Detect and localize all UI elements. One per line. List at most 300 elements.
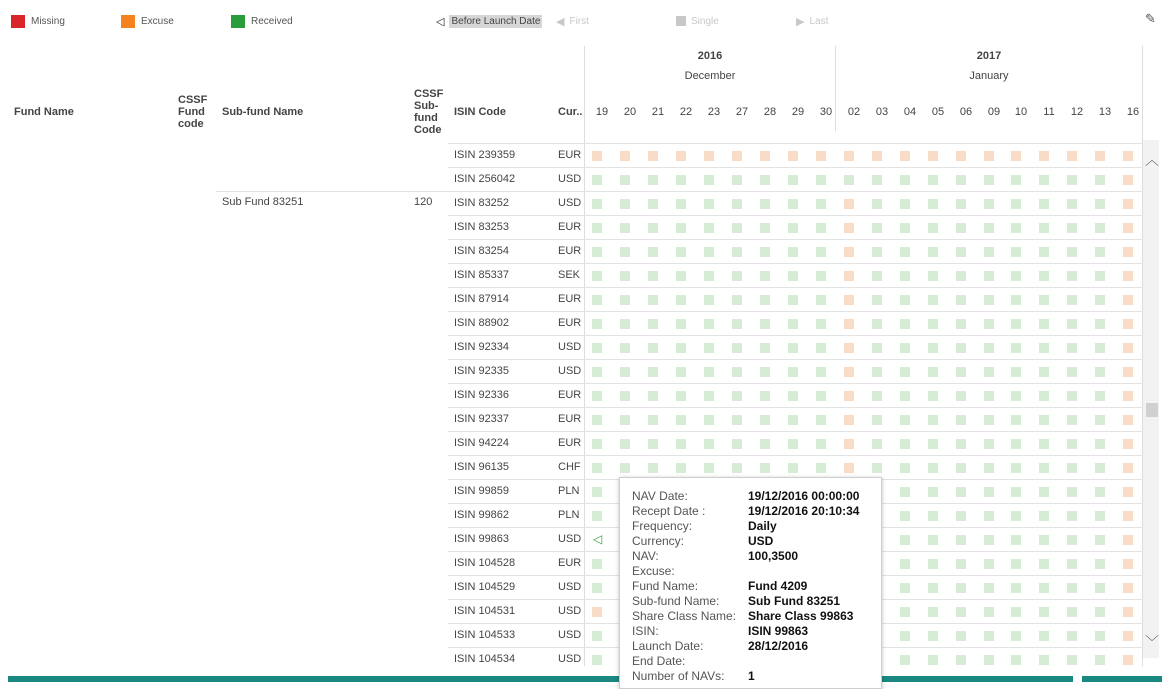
excuse-cell[interactable]	[1123, 631, 1133, 641]
received-cell[interactable]	[1067, 391, 1077, 401]
excuse-cell[interactable]	[1123, 607, 1133, 617]
received-cell[interactable]	[704, 199, 714, 209]
received-cell[interactable]	[620, 463, 630, 473]
received-cell[interactable]	[900, 463, 910, 473]
received-cell[interactable]	[676, 175, 686, 185]
received-cell[interactable]	[900, 487, 910, 497]
received-cell[interactable]	[1011, 607, 1021, 617]
received-cell[interactable]	[984, 463, 994, 473]
received-cell[interactable]	[648, 367, 658, 377]
received-cell[interactable]	[648, 199, 658, 209]
received-cell[interactable]	[1067, 535, 1077, 545]
received-cell[interactable]	[704, 271, 714, 281]
excuse-cell[interactable]	[1123, 199, 1133, 209]
received-cell[interactable]	[648, 343, 658, 353]
received-cell[interactable]	[648, 175, 658, 185]
excuse-cell[interactable]	[1095, 151, 1105, 161]
received-cell[interactable]	[1011, 319, 1021, 329]
received-cell[interactable]	[676, 463, 686, 473]
received-cell[interactable]	[732, 199, 742, 209]
excuse-cell[interactable]	[1123, 487, 1133, 497]
received-cell[interactable]	[648, 463, 658, 473]
received-cell[interactable]	[984, 247, 994, 257]
received-cell[interactable]	[984, 199, 994, 209]
received-cell[interactable]	[900, 199, 910, 209]
excuse-cell[interactable]	[732, 151, 742, 161]
received-cell[interactable]	[620, 367, 630, 377]
table-row[interactable]	[448, 191, 1143, 216]
received-cell[interactable]	[956, 487, 966, 497]
received-cell[interactable]	[704, 175, 714, 185]
table-row[interactable]	[448, 431, 1143, 456]
received-cell[interactable]	[620, 319, 630, 329]
received-cell[interactable]	[928, 583, 938, 593]
received-cell[interactable]	[1067, 175, 1077, 185]
received-cell[interactable]	[928, 295, 938, 305]
received-cell[interactable]	[676, 199, 686, 209]
received-cell[interactable]	[872, 223, 882, 233]
received-cell[interactable]	[956, 247, 966, 257]
received-cell[interactable]	[956, 655, 966, 665]
received-cell[interactable]	[1011, 487, 1021, 497]
received-cell[interactable]	[1039, 655, 1049, 665]
received-cell[interactable]	[956, 199, 966, 209]
isin-code-header[interactable]: ISIN Code	[454, 106, 506, 118]
received-cell[interactable]	[732, 247, 742, 257]
received-cell[interactable]	[620, 271, 630, 281]
excuse-cell[interactable]	[1067, 151, 1077, 161]
received-cell[interactable]	[900, 607, 910, 617]
received-cell[interactable]	[1067, 415, 1077, 425]
excuse-cell[interactable]	[592, 151, 602, 161]
table-row[interactable]	[448, 215, 1143, 240]
received-cell[interactable]	[816, 463, 826, 473]
received-cell[interactable]	[1095, 295, 1105, 305]
received-cell[interactable]	[928, 223, 938, 233]
received-cell[interactable]	[816, 247, 826, 257]
received-cell[interactable]	[984, 367, 994, 377]
received-cell[interactable]	[928, 487, 938, 497]
received-cell[interactable]	[984, 439, 994, 449]
received-cell[interactable]	[1095, 199, 1105, 209]
received-cell[interactable]	[872, 295, 882, 305]
received-cell[interactable]	[760, 367, 770, 377]
received-cell[interactable]	[1095, 631, 1105, 641]
excuse-cell[interactable]	[1123, 367, 1133, 377]
received-cell[interactable]	[1011, 535, 1021, 545]
received-cell[interactable]	[760, 223, 770, 233]
received-cell[interactable]	[1039, 175, 1049, 185]
table-row[interactable]	[448, 239, 1143, 264]
chevron-up-icon[interactable]: ︿	[1145, 152, 1159, 168]
received-cell[interactable]	[760, 247, 770, 257]
received-cell[interactable]	[900, 631, 910, 641]
excuse-cell[interactable]	[1039, 151, 1049, 161]
table-row[interactable]	[448, 383, 1143, 408]
received-cell[interactable]	[704, 463, 714, 473]
excuse-cell[interactable]	[844, 271, 854, 281]
received-cell[interactable]	[928, 319, 938, 329]
received-cell[interactable]	[592, 631, 602, 641]
table-row[interactable]	[448, 311, 1143, 336]
received-cell[interactable]	[788, 367, 798, 377]
received-cell[interactable]	[1095, 247, 1105, 257]
received-cell[interactable]	[1011, 367, 1021, 377]
received-cell[interactable]	[956, 367, 966, 377]
received-cell[interactable]	[676, 271, 686, 281]
received-cell[interactable]	[816, 439, 826, 449]
received-cell[interactable]	[1095, 511, 1105, 521]
received-cell[interactable]	[1011, 295, 1021, 305]
excuse-cell[interactable]	[928, 151, 938, 161]
received-cell[interactable]	[676, 439, 686, 449]
edit-icon[interactable]: ✎	[1145, 11, 1156, 26]
fund-name-header[interactable]: Fund Name	[14, 106, 74, 118]
received-cell[interactable]	[872, 199, 882, 209]
received-cell[interactable]	[1039, 391, 1049, 401]
received-cell[interactable]	[872, 271, 882, 281]
received-cell[interactable]	[760, 271, 770, 281]
received-cell[interactable]	[620, 175, 630, 185]
received-cell[interactable]	[1039, 511, 1049, 521]
received-cell[interactable]	[760, 295, 770, 305]
received-cell[interactable]	[592, 319, 602, 329]
received-cell[interactable]	[1011, 343, 1021, 353]
received-cell[interactable]	[760, 319, 770, 329]
excuse-cell[interactable]	[1123, 247, 1133, 257]
received-cell[interactable]	[956, 583, 966, 593]
received-cell[interactable]	[872, 247, 882, 257]
received-cell[interactable]	[732, 175, 742, 185]
received-cell[interactable]	[1067, 607, 1077, 617]
received-cell[interactable]	[1067, 199, 1077, 209]
excuse-cell[interactable]	[788, 151, 798, 161]
received-cell[interactable]	[592, 487, 602, 497]
received-cell[interactable]	[984, 631, 994, 641]
received-cell[interactable]	[928, 391, 938, 401]
received-cell[interactable]	[704, 367, 714, 377]
excuse-cell[interactable]	[620, 151, 630, 161]
received-cell[interactable]	[620, 199, 630, 209]
received-cell[interactable]	[1067, 223, 1077, 233]
received-cell[interactable]	[816, 271, 826, 281]
received-cell[interactable]	[1039, 535, 1049, 545]
received-cell[interactable]	[1039, 559, 1049, 569]
received-cell[interactable]	[704, 247, 714, 257]
received-cell[interactable]	[928, 175, 938, 185]
received-cell[interactable]	[844, 175, 854, 185]
received-cell[interactable]	[928, 631, 938, 641]
excuse-cell[interactable]	[844, 295, 854, 305]
received-cell[interactable]	[984, 511, 994, 521]
excuse-cell[interactable]	[844, 319, 854, 329]
received-cell[interactable]	[788, 391, 798, 401]
received-cell[interactable]	[592, 655, 602, 665]
received-cell[interactable]	[1095, 607, 1105, 617]
received-cell[interactable]	[984, 319, 994, 329]
received-cell[interactable]	[1011, 199, 1021, 209]
received-cell[interactable]	[928, 343, 938, 353]
received-cell[interactable]	[956, 607, 966, 617]
before-launch-filter[interactable]	[436, 13, 542, 29]
excuse-cell[interactable]	[1123, 535, 1133, 545]
received-cell[interactable]	[676, 247, 686, 257]
received-cell[interactable]	[760, 463, 770, 473]
received-cell[interactable]	[648, 439, 658, 449]
received-cell[interactable]	[592, 247, 602, 257]
received-cell[interactable]	[956, 631, 966, 641]
received-cell[interactable]	[1095, 535, 1105, 545]
received-cell[interactable]	[900, 175, 910, 185]
received-cell[interactable]	[1011, 583, 1021, 593]
received-cell[interactable]	[732, 271, 742, 281]
received-cell[interactable]	[900, 415, 910, 425]
received-cell[interactable]	[704, 391, 714, 401]
received-cell[interactable]	[1067, 511, 1077, 521]
received-cell[interactable]	[620, 415, 630, 425]
received-cell[interactable]	[732, 223, 742, 233]
excuse-cell[interactable]	[1123, 343, 1133, 353]
excuse-cell[interactable]	[1123, 271, 1133, 281]
received-cell[interactable]	[928, 559, 938, 569]
received-cell[interactable]	[648, 271, 658, 281]
received-cell[interactable]	[872, 439, 882, 449]
received-cell[interactable]	[1039, 583, 1049, 593]
received-cell[interactable]	[1011, 223, 1021, 233]
received-cell[interactable]	[1039, 607, 1049, 617]
excuse-cell[interactable]	[592, 607, 602, 617]
received-cell[interactable]	[676, 295, 686, 305]
received-cell[interactable]	[788, 199, 798, 209]
received-cell[interactable]	[648, 391, 658, 401]
excuse-cell[interactable]	[844, 247, 854, 257]
received-cell[interactable]	[760, 175, 770, 185]
received-cell[interactable]	[760, 199, 770, 209]
received-cell[interactable]	[620, 295, 630, 305]
excuse-cell[interactable]	[956, 151, 966, 161]
received-cell[interactable]	[928, 271, 938, 281]
chevron-down-icon[interactable]: ﹀	[1145, 634, 1159, 650]
received-cell[interactable]	[592, 223, 602, 233]
received-cell[interactable]	[956, 319, 966, 329]
received-cell[interactable]	[900, 583, 910, 593]
excuse-cell[interactable]	[760, 151, 770, 161]
excuse-cell[interactable]	[1123, 223, 1133, 233]
received-cell[interactable]	[928, 367, 938, 377]
excuse-cell[interactable]	[844, 415, 854, 425]
excuse-cell[interactable]	[1123, 151, 1133, 161]
sub-fund-name-header[interactable]: Sub-fund Name	[222, 106, 304, 118]
received-cell[interactable]	[816, 415, 826, 425]
received-cell[interactable]	[1067, 247, 1077, 257]
received-cell[interactable]	[1067, 295, 1077, 305]
received-cell[interactable]	[1011, 439, 1021, 449]
received-cell[interactable]	[592, 175, 602, 185]
received-cell[interactable]	[592, 343, 602, 353]
received-cell[interactable]	[900, 535, 910, 545]
received-cell[interactable]	[900, 559, 910, 569]
received-cell[interactable]	[788, 247, 798, 257]
received-cell[interactable]	[816, 199, 826, 209]
excuse-cell[interactable]	[844, 151, 854, 161]
excuse-cell[interactable]	[1123, 391, 1133, 401]
received-cell[interactable]	[1067, 319, 1077, 329]
received-cell[interactable]	[928, 415, 938, 425]
received-cell[interactable]	[872, 415, 882, 425]
received-cell[interactable]	[1095, 367, 1105, 377]
received-cell[interactable]	[788, 175, 798, 185]
received-cell[interactable]	[872, 391, 882, 401]
received-cell[interactable]	[900, 343, 910, 353]
single-button[interactable]	[676, 13, 719, 29]
received-cell[interactable]	[1039, 319, 1049, 329]
received-cell[interactable]	[732, 343, 742, 353]
received-cell[interactable]	[984, 415, 994, 425]
received-cell[interactable]	[956, 415, 966, 425]
received-cell[interactable]	[1039, 631, 1049, 641]
received-cell[interactable]	[1011, 463, 1021, 473]
table-row[interactable]	[448, 287, 1143, 312]
received-cell[interactable]	[872, 175, 882, 185]
received-cell[interactable]	[1095, 655, 1105, 665]
received-cell[interactable]	[676, 223, 686, 233]
received-cell[interactable]	[732, 367, 742, 377]
excuse-cell[interactable]	[844, 343, 854, 353]
received-cell[interactable]	[1095, 175, 1105, 185]
received-cell[interactable]	[900, 223, 910, 233]
received-cell[interactable]	[760, 391, 770, 401]
received-cell[interactable]	[732, 295, 742, 305]
received-cell[interactable]	[1011, 175, 1021, 185]
received-cell[interactable]	[900, 439, 910, 449]
received-cell[interactable]	[704, 223, 714, 233]
received-cell[interactable]	[732, 415, 742, 425]
received-cell[interactable]	[648, 415, 658, 425]
received-cell[interactable]	[788, 463, 798, 473]
received-cell[interactable]	[760, 343, 770, 353]
received-cell[interactable]	[900, 247, 910, 257]
table-row[interactable]	[448, 143, 1143, 168]
cssf-fund-code-header[interactable]: CSSF Fund code	[178, 94, 208, 130]
received-cell[interactable]	[816, 223, 826, 233]
received-cell[interactable]	[956, 343, 966, 353]
received-cell[interactable]	[788, 439, 798, 449]
received-cell[interactable]	[900, 319, 910, 329]
received-cell[interactable]	[676, 367, 686, 377]
received-cell[interactable]	[900, 655, 910, 665]
received-cell[interactable]	[620, 343, 630, 353]
received-cell[interactable]	[984, 343, 994, 353]
scrollbar-thumb[interactable]	[1146, 403, 1158, 417]
received-cell[interactable]	[620, 391, 630, 401]
received-cell[interactable]	[592, 463, 602, 473]
received-cell[interactable]	[648, 223, 658, 233]
received-cell[interactable]	[956, 511, 966, 521]
received-cell[interactable]	[1011, 631, 1021, 641]
received-cell[interactable]	[1067, 487, 1077, 497]
received-cell[interactable]	[900, 367, 910, 377]
excuse-cell[interactable]	[676, 151, 686, 161]
received-cell[interactable]	[592, 271, 602, 281]
received-cell[interactable]	[648, 295, 658, 305]
received-cell[interactable]	[732, 319, 742, 329]
received-cell[interactable]	[732, 463, 742, 473]
received-cell[interactable]	[788, 319, 798, 329]
excuse-cell[interactable]	[984, 151, 994, 161]
received-cell[interactable]	[984, 559, 994, 569]
received-cell[interactable]	[1067, 655, 1077, 665]
received-cell[interactable]	[704, 415, 714, 425]
received-cell[interactable]	[1095, 391, 1105, 401]
received-cell[interactable]	[1011, 247, 1021, 257]
received-cell[interactable]	[704, 319, 714, 329]
received-cell[interactable]	[816, 319, 826, 329]
received-cell[interactable]	[592, 439, 602, 449]
received-cell[interactable]	[1095, 319, 1105, 329]
excuse-cell[interactable]	[1123, 175, 1133, 185]
received-cell[interactable]	[648, 319, 658, 329]
received-cell[interactable]	[984, 295, 994, 305]
excuse-cell[interactable]	[844, 391, 854, 401]
received-cell[interactable]	[676, 415, 686, 425]
received-cell[interactable]	[760, 439, 770, 449]
excuse-cell[interactable]	[1123, 511, 1133, 521]
received-cell[interactable]	[872, 367, 882, 377]
table-row[interactable]	[448, 335, 1143, 360]
received-cell[interactable]	[984, 655, 994, 665]
received-cell[interactable]	[1039, 439, 1049, 449]
received-cell[interactable]	[1095, 223, 1105, 233]
excuse-cell[interactable]	[844, 439, 854, 449]
excuse-cell[interactable]	[1011, 151, 1021, 161]
received-cell[interactable]	[984, 391, 994, 401]
received-cell[interactable]	[984, 223, 994, 233]
received-cell[interactable]	[872, 319, 882, 329]
received-cell[interactable]	[816, 367, 826, 377]
excuse-cell[interactable]	[900, 151, 910, 161]
received-cell[interactable]	[1095, 463, 1105, 473]
received-cell[interactable]	[620, 247, 630, 257]
received-cell[interactable]	[956, 535, 966, 545]
received-cell[interactable]	[1067, 559, 1077, 569]
received-cell[interactable]	[592, 199, 602, 209]
before-launch-icon[interactable]: ◁	[593, 532, 603, 546]
received-cell[interactable]	[928, 439, 938, 449]
received-cell[interactable]	[676, 343, 686, 353]
excuse-cell[interactable]	[1123, 295, 1133, 305]
received-cell[interactable]	[732, 439, 742, 449]
received-cell[interactable]	[928, 655, 938, 665]
received-cell[interactable]	[788, 295, 798, 305]
received-cell[interactable]	[620, 439, 630, 449]
received-cell[interactable]	[1011, 559, 1021, 569]
excuse-cell[interactable]	[844, 463, 854, 473]
received-cell[interactable]	[592, 391, 602, 401]
excuse-cell[interactable]	[704, 151, 714, 161]
received-cell[interactable]	[1067, 271, 1077, 281]
received-cell[interactable]	[928, 535, 938, 545]
received-cell[interactable]	[1011, 271, 1021, 281]
received-cell[interactable]	[1039, 343, 1049, 353]
received-cell[interactable]	[956, 271, 966, 281]
received-cell[interactable]	[1011, 391, 1021, 401]
received-cell[interactable]	[956, 463, 966, 473]
received-cell[interactable]	[872, 343, 882, 353]
table-row[interactable]	[448, 263, 1143, 288]
excuse-cell[interactable]	[648, 151, 658, 161]
received-cell[interactable]	[760, 415, 770, 425]
received-cell[interactable]	[1095, 343, 1105, 353]
